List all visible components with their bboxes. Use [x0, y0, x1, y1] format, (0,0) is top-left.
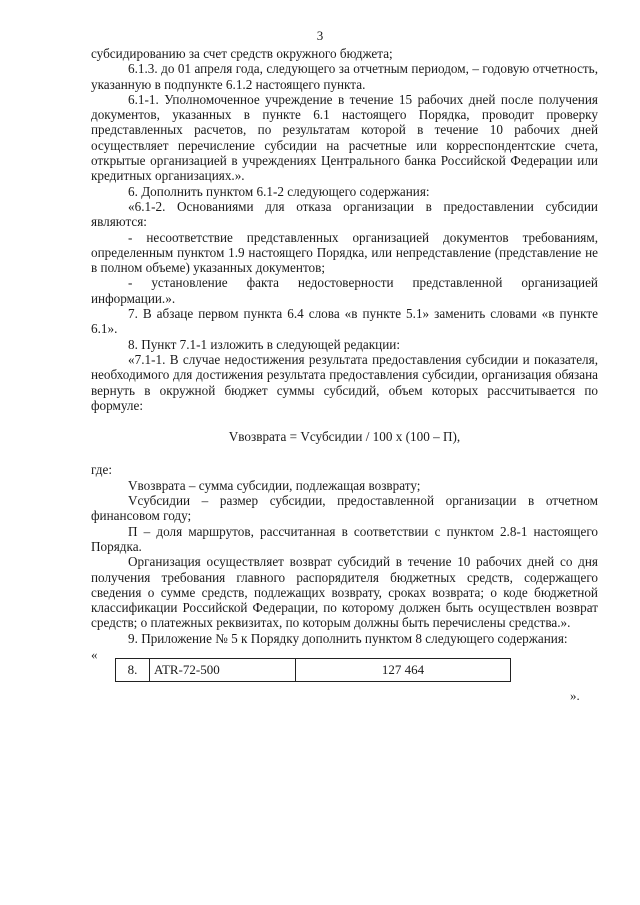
paragraph-continuation: субсидированию за счет средств окружного бюджета;: [91, 46, 393, 61]
paragraph-item-6: 6. Дополнить пунктом 6.1-2 следующего содержания:: [128, 183, 430, 199]
paragraph-7-1-1: «7.1-1. В случае недостижения результата предоставления субсидии и показателя, необходимого для достижения результата предоставления субсидии, организация обязана вернуть в окружной бюджет суммы субсидий, объем которых рассчитывается по формуле:: [91, 351, 598, 413]
close-quote: ».: [570, 688, 580, 703]
definition-p: П – доля маршрутов, рассчитанная в соответствии с пунктом 2.8-1 настоящего Порядка.: [91, 523, 598, 554]
table-cell-number: 8.: [116, 659, 150, 681]
table-cell-amount: 127 464: [381, 662, 425, 677]
paragraph-item-9: 9. Приложение № 5 к Порядку дополнить пунктом 8 следующего содержания:: [128, 630, 568, 646]
paragraph-6-1-2: «6.1-2. Основаниями для отказа организации в предоставлении субсидии являются:: [91, 198, 598, 230]
paragraph-refusal-reason-1: - несоответствие представленных организацией документов требованиям, определенным пунктом 1.9 настоящего Порядка, или непредставление (представление не в полном объеме) указанных документов;: [91, 229, 598, 276]
paragraph-item-8: 8. Пункт 7.1-1 изложить в следующей редакции:: [128, 336, 401, 352]
paragraph-6-1-1: 6.1-1. Уполномоченное учреждение в течение 15 рабочих дней после получения документов, указанных в пункте 6.1 настоящего Порядка, проводит проверку представленных расчетов, по результатам которой в течение 10 рабочих дней осуществляет перечисление субсидии на расчетные или корреспондентские счета, открытые организацией в учреждениях Центрального банка Российской Федерации или кредитных организациях.».: [91, 91, 598, 184]
definition-v-subsidy: Vсубсидии – размер субсидии, предоставленной организации в отчетном финансовом году;: [91, 493, 598, 524]
paragraph-return-procedure: Организация осуществляет возврат субсидий в течение 10 рабочих дней со дня получения требования главного распорядителя бюджетных средств, содержащего сведения о сумме средств, подлежащих возврату, сроках возврата; о коде бюджетной классификации Российской Федерации, по которому должен быть осуществлен возврат средств; о платежных реквизитах, по которым должны быть перечислены средства.».: [91, 554, 598, 631]
paragraph-refusal-reason-2: - установление факта недостоверности представленной организацией информации.».: [91, 275, 598, 306]
formula: Vвозврата = Vсубсидии / 100 х (100 – П),: [228, 429, 461, 445]
table-cell-aircraft-model: ATR-72-500: [150, 659, 296, 681]
page-number: 3: [316, 28, 324, 43]
where-label: где:: [91, 462, 112, 478]
document-body: [91, 46, 598, 646]
paragraph-6-1-3: 6.1.3. до 01 апреля года, следующего за отчетным периодом, – годовую отчетность, указанную в подпункте 6.1.2 настоящего пункта.: [91, 61, 598, 92]
open-quote: «: [91, 647, 98, 662]
definition-v-return: Vвозврата – сумма субсидии, подлежащая возврату;: [128, 477, 421, 493]
paragraph-item-7: 7. В абзаце первом пункта 6.4 слова «в пункте 5.1» заменить словами «в пункте 6.1».: [91, 306, 598, 337]
appendix-table: [115, 658, 511, 682]
